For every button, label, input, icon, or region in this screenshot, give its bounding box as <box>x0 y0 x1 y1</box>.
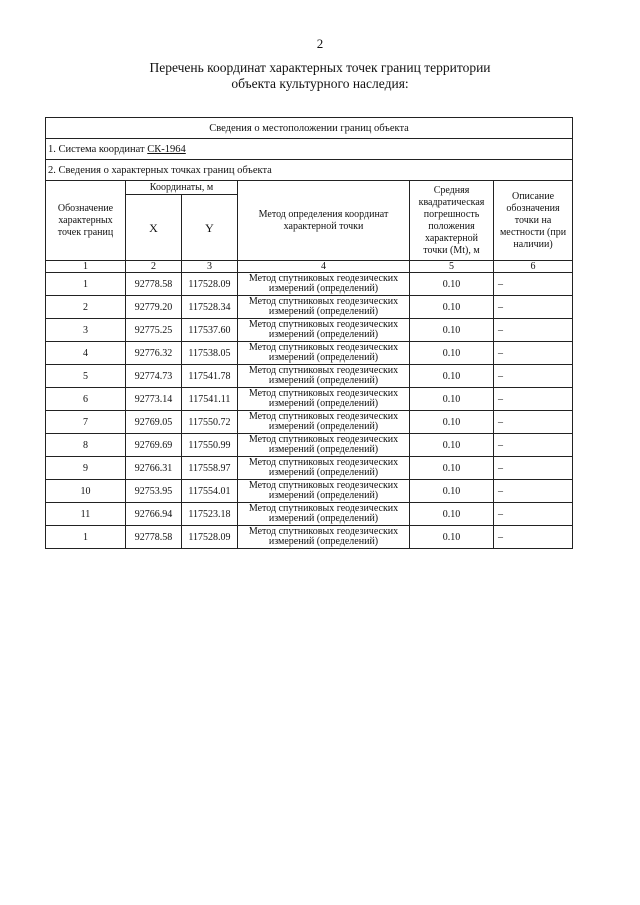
y-cell: 117523.18 <box>182 503 238 526</box>
description-cell: – <box>494 503 573 526</box>
column-number: 3 <box>182 261 238 273</box>
x-cell: 92778.58 <box>126 273 182 296</box>
error-cell: 0.10 <box>410 273 494 296</box>
error-cell: 0.10 <box>410 296 494 319</box>
header-y: Y <box>182 195 238 261</box>
method-cell: Метод спутниковых геодезических измерений (определений) <box>238 411 410 434</box>
coord-system-cell <box>46 139 573 160</box>
y-cell: 117541.11 <box>182 388 238 411</box>
y-cell: 117537.60 <box>182 319 238 342</box>
point-cell: 11 <box>46 503 126 526</box>
table-row <box>46 388 573 411</box>
error-cell: 0.10 <box>410 319 494 342</box>
point-cell: 7 <box>46 411 126 434</box>
table-row <box>46 273 573 296</box>
header-x: X <box>126 195 182 261</box>
x-cell: 92774.73 <box>126 365 182 388</box>
description-cell: – <box>494 480 573 503</box>
x-cell: 92775.25 <box>126 319 182 342</box>
description-cell: – <box>494 342 573 365</box>
table-row <box>46 319 573 342</box>
column-number: 6 <box>494 261 573 273</box>
point-cell: 1 <box>46 526 126 549</box>
method-cell: Метод спутниковых геодезических измерений (определений) <box>238 365 410 388</box>
point-cell: 3 <box>46 319 126 342</box>
points-section-title: 2. Сведения о характерных точках границ объекта <box>46 160 573 181</box>
header-method: Метод определения координат характерной точки <box>238 181 410 261</box>
header-description: Описание обозначения точки на местности (при наличии) <box>494 181 573 261</box>
point-cell: 9 <box>46 457 126 480</box>
error-cell: 0.10 <box>410 434 494 457</box>
x-cell: 92778.58 <box>126 526 182 549</box>
method-cell: Метод спутниковых геодезических измерений (определений) <box>238 342 410 365</box>
table-row <box>46 480 573 503</box>
description-cell: – <box>494 319 573 342</box>
x-cell: 92766.31 <box>126 457 182 480</box>
error-cell: 0.10 <box>410 503 494 526</box>
header-coordinates: Координаты, м <box>126 181 238 195</box>
point-cell: 6 <box>46 388 126 411</box>
y-cell: 117528.34 <box>182 296 238 319</box>
point-cell: 5 <box>46 365 126 388</box>
description-cell: – <box>494 526 573 549</box>
point-cell: 1 <box>46 273 126 296</box>
error-cell: 0.10 <box>410 526 494 549</box>
method-cell: Метод спутниковых геодезических измерений (определений) <box>238 503 410 526</box>
x-cell: 92779.20 <box>126 296 182 319</box>
column-number: 4 <box>238 261 410 273</box>
error-cell: 0.10 <box>410 411 494 434</box>
y-cell: 117541.78 <box>182 365 238 388</box>
table-row <box>46 342 573 365</box>
method-cell: Метод спутниковых геодезических измерений (определений) <box>238 457 410 480</box>
point-cell: 10 <box>46 480 126 503</box>
method-cell: Метод спутниковых геодезических измерений (определений) <box>238 388 410 411</box>
header-error: Средняя квадратическая погрешность положения характерной точки (Mt), м <box>410 181 494 261</box>
column-number: 2 <box>126 261 182 273</box>
error-cell: 0.10 <box>410 365 494 388</box>
error-cell: 0.10 <box>410 480 494 503</box>
coordinates-table <box>45 117 573 549</box>
x-cell: 92753.95 <box>126 480 182 503</box>
table-row <box>46 296 573 319</box>
y-cell: 117554.01 <box>182 480 238 503</box>
title-line-2: объекта культурного наследия: <box>231 76 409 91</box>
coord-system-name: СК-1964 <box>147 143 186 155</box>
table-row <box>46 365 573 388</box>
description-cell: – <box>494 434 573 457</box>
point-cell: 4 <box>46 342 126 365</box>
section-title: Сведения о местоположении границ объекта <box>46 118 573 139</box>
table-row <box>46 457 573 480</box>
column-number: 5 <box>410 261 494 273</box>
y-cell: 117550.72 <box>182 411 238 434</box>
x-cell: 92773.14 <box>126 388 182 411</box>
description-cell: – <box>494 365 573 388</box>
error-cell: 0.10 <box>410 342 494 365</box>
table-row <box>46 434 573 457</box>
point-cell: 8 <box>46 434 126 457</box>
method-cell: Метод спутниковых геодезических измерений (определений) <box>238 480 410 503</box>
page-number: 2 <box>316 36 324 51</box>
x-cell: 92766.94 <box>126 503 182 526</box>
description-cell: – <box>494 273 573 296</box>
x-cell: 92776.32 <box>126 342 182 365</box>
description-cell: – <box>494 411 573 434</box>
description-cell: – <box>494 388 573 411</box>
table-row <box>46 526 573 549</box>
table-row <box>46 503 573 526</box>
y-cell: 117528.09 <box>182 526 238 549</box>
point-cell: 2 <box>46 296 126 319</box>
x-cell: 92769.05 <box>126 411 182 434</box>
method-cell: Метод спутниковых геодезических измерений (определений) <box>238 273 410 296</box>
y-cell: 117558.97 <box>182 457 238 480</box>
document-title <box>0 60 640 92</box>
table-row <box>46 411 573 434</box>
y-cell: 117550.99 <box>182 434 238 457</box>
x-cell: 92769.69 <box>126 434 182 457</box>
y-cell: 117538.05 <box>182 342 238 365</box>
description-cell: – <box>494 457 573 480</box>
method-cell: Метод спутниковых геодезических измерений (определений) <box>238 526 410 549</box>
error-cell: 0.10 <box>410 388 494 411</box>
description-cell: – <box>494 296 573 319</box>
header-designation: Обозначение характерных точек границ <box>46 181 126 261</box>
method-cell: Метод спутниковых геодезических измерений (определений) <box>238 296 410 319</box>
y-cell: 117528.09 <box>182 273 238 296</box>
error-cell: 0.10 <box>410 457 494 480</box>
method-cell: Метод спутниковых геодезических измерений (определений) <box>238 434 410 457</box>
coord-system-label: 1. Система координат <box>48 143 148 155</box>
method-cell: Метод спутниковых геодезических измерений (определений) <box>238 319 410 342</box>
column-number: 1 <box>46 261 126 273</box>
column-numbers-row <box>46 261 573 273</box>
title-line-1: Перечень координат характерных точек границ территории <box>149 60 491 75</box>
